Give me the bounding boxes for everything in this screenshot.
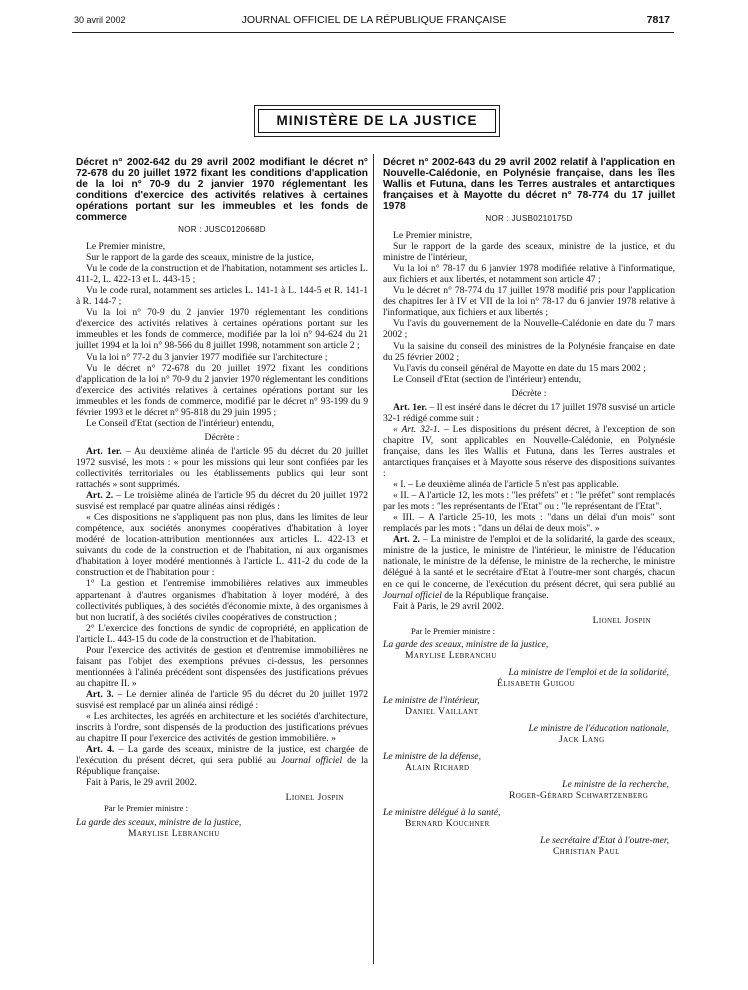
visa-paragraph: Le Premier ministre, <box>86 241 166 253</box>
signatory-title: La ministre de l'emploi et de la solidarité, <box>508 666 669 678</box>
decree-right-column <box>383 157 675 857</box>
article-paragraph: « Les architectes, les agréés en architecture et les sociétés d'architecture, inscrits à l'ordre, sont dispensés de la production des justifications prévues au chapitre II pour l'exercice des activités de gestion immobilière. » <box>76 711 368 745</box>
visa-paragraph: Vu l'avis du gouvernement de la Nouvelle-Calédonie en date du 7 mars 2002 ; <box>383 318 675 341</box>
fait-line: Fait à Paris, le 29 avril 2002. <box>86 777 197 789</box>
article-heading: Art. 3. <box>86 688 114 700</box>
article-2 <box>76 490 368 512</box>
journal-ref: Journal officiel <box>383 589 442 601</box>
signatory-name: Jack Lang <box>559 734 605 746</box>
signatory-title: Le secrétaire d'Etat à l'outre-mer, <box>540 835 669 847</box>
visa-paragraph: Vu la loi n° 77-2 du 3 janvier 1977 modifiée sur l'architecture ; <box>86 351 328 363</box>
visa-paragraph: Le Premier ministre, <box>393 230 473 242</box>
page-header <box>0 12 748 28</box>
article-heading: Art. 4. <box>86 744 115 756</box>
par-premier-ministre: Par le Premier ministre : <box>104 803 189 814</box>
signatory-name: Alain Richard <box>405 762 470 774</box>
decrete-heading: Décrète : <box>511 387 547 399</box>
quote-text: – Les dispositions du présent décret, à l'exception de son chapitre IV, sont applicables en Nouvelle-Calédonie, en Polynésie française, dans les îles Wallis et Futuna, dans les Terres australes et antarctiques françaises et à Mayotte sous réserve des dispositions suivantes : <box>383 423 675 480</box>
signatory-title: Le ministre délégué à la santé, <box>383 807 501 819</box>
visa-paragraph: Vu la loi n° 70-9 du 2 janvier 1970 réglementant les conditions d'exercice des activités relatives à certaines opérations portant sur les immeubles et les fonds de commerce, modifiée par la loi n° 94-624 du 21 juillet 1994 et la loi n° 98-566 du 8 juillet 1998, notamment son article 2 ; <box>76 307 368 352</box>
signatory-title: La garde des sceaux, ministre de la justice, <box>383 638 549 650</box>
visa-paragraph: Vu l'avis du conseil général de Mayotte en date du 15 mars 2002 ; <box>393 362 646 374</box>
article-3 <box>76 689 368 711</box>
signatory-name: Marylise Lebranchu <box>405 649 497 661</box>
article-1 <box>76 446 368 490</box>
article-paragraph: « Ces dispositions ne s'appliquent pas non plus, dans les limites de leur compétence, aux sociétés anonymes coopératives d'habitation à loyer modéré de location-attribution mentionnées aux articles L. 422-13 et suivants du code de la construction et de l'habitation, ni aux organismes d'habitation à loyer modéré mentionnés à l'article L. 411-2 du code de la construction et de l'habitation pour : <box>76 512 368 579</box>
visa-paragraph: Vu le décret n° 78-774 du 17 juillet 1978 modifié pris pour l'application des chapitres Ier à IV et VII de la loi n° 78-17 du 6 janvier 1978 relative à l'informatique, aux fichiers et aux libertés ; <box>383 285 675 319</box>
signatory-title: Le ministre de l'intérieur, <box>383 694 480 706</box>
decree-left-column <box>76 157 368 840</box>
article-text-end: de la République française. <box>441 589 549 601</box>
journal-title: JOURNAL OFFICIEL DE LA RÉPUBLIQUE FRANÇAISE <box>241 14 507 26</box>
article-heading: Art. 1er. <box>393 401 428 413</box>
article-text: – Il est inséré dans le décret du 17 juillet 1978 susvisé un article 32-1 rédigé comme suit : <box>383 401 675 424</box>
visa-paragraph: Vu le code de la construction et de l'habitation, notamment ses articles L. 411-2, L. 422-13 et L. 443-15 ; <box>76 263 368 286</box>
article-text-end: de la République française. <box>76 755 368 778</box>
signatory-title: Le ministre de la défense, <box>383 751 481 763</box>
quote-item: « I. – Le deuxième alinéa de l'article 5 n'est pas applicable. <box>393 479 619 491</box>
pm-signature: Lionel Jospin <box>285 792 344 804</box>
fait-line: Fait à Paris, le 29 avril 2002. <box>393 600 504 612</box>
article-text: – Au deuxième alinéa de l'article 95 du décret du 20 juillet 1972 susvisé, les mots : « pour les missions qui leur sont confiées par les collectivités territoriales ou les établissements publics qui leur sont rattachés » sont supprimés. <box>76 445 368 491</box>
signatory-name: Roger-Gérard Schwartzenberg <box>509 790 649 802</box>
article-quote <box>383 424 675 479</box>
article-text: – La garde des sceaux, ministre de la justice, est chargée de l'exécution du présent décret, qui sera publié au <box>76 744 369 767</box>
visa-paragraph: Sur le rapport de la garde des sceaux, ministre de la justice, <box>86 252 314 264</box>
decree-nor: NOR : JUSB0210175D <box>485 214 573 223</box>
article-text: – La ministre de l'emploi et de la solidarité, la garde des sceaux, ministre de la justice, le ministre de l'intérieur, le ministre de l'éducation nationale, le ministre de la défense, le ministre de la recherche, le ministre délégué à la santé et le secrétaire d'Etat à l'outre-mer sont chargés, chacun en ce qui le concerne, de l'exécution du présent décret, qui sera publié au <box>383 534 676 590</box>
ministry-title: MINISTÈRE DE LA JUSTICE <box>258 109 496 133</box>
decree-title: Décret n° 2002-643 du 29 avril 2002 relatif à l'application en Nouvelle-Calédonie, en Polynésie française, dans les îles Wallis et Futuna, dans les Terres australes et antarctiques françaises et à Mayotte du décret n° 78-774 du 17 juillet 1978 <box>383 157 675 212</box>
pm-signature: Lionel Jospin <box>592 614 651 626</box>
ministry-box <box>254 105 500 137</box>
article-heading: Art. 2. <box>393 534 420 546</box>
article-paragraph: Pour l'exercice des activités de gestion et d'entremise immobilières ne faisant pas l'objet des exemptions prévues ci-dessus, les personnes mentionnées à l'alinéa précédent sont dispensées des justifications prévues au chapitre II. » <box>76 644 368 689</box>
visa-paragraph: Vu la saisine du conseil des ministres de la Polynésie française en date du 25 février 2002 ; <box>383 340 675 363</box>
article-heading: Art. 1er. <box>86 445 122 457</box>
visa-paragraph: Sur le rapport de la garde des sceaux, ministre de la justice, et du ministre de l'intérieur, <box>383 241 675 264</box>
signatory-name: Marylise Lebranchu <box>128 828 220 840</box>
article-heading: Art. 2. <box>86 490 114 502</box>
signatory-title: Le ministre de l'éducation nationale, <box>528 723 669 735</box>
quote-item: « III. – A l'article 25-10, les mots : "dans un délai d'un mois" sont remplacés par les mots : "dans un délai de deux mois". » <box>383 512 675 535</box>
signatory-title: Le ministre de la recherche, <box>562 779 669 791</box>
article-1 <box>383 402 675 424</box>
journal-ref: Journal officiel <box>280 755 343 767</box>
visa-paragraph: Vu la loi n° 78-17 du 6 janvier 1978 modifiée relative à l'informatique, aux fichiers et aux libertés, et notamment son article 47 ; <box>383 263 675 286</box>
header-rule <box>72 32 674 33</box>
visa-paragraph: Le Conseil d'Etat (section de l'intérieur) entendu, <box>86 417 275 429</box>
signatory-name: Bernard Kouchner <box>405 818 490 830</box>
article-4 <box>76 744 368 777</box>
quote-heading: « Art. 32-1. <box>393 423 441 435</box>
article-paragraph: 2° L'exercice des fonctions de syndic de copropriété, en application de l'article L. 443-15 du code de la construction et de l'habitation. <box>76 622 368 645</box>
column-divider <box>373 154 374 964</box>
decrete-heading: Décrète : <box>204 431 240 443</box>
page-number: 7817 <box>646 14 670 26</box>
visa-paragraph: Le Conseil d'Etat (section de l'intérieur) entendu, <box>393 373 582 385</box>
signatory-title: La garde des sceaux, ministre de la justice, <box>76 817 242 829</box>
signatory-name: Élisabeth Guigou <box>497 677 575 689</box>
article-text: – Le dernier alinéa de l'article 95 du décret du 20 juillet 1972 susvisé est remplacé par un alinéa ainsi rédigé : <box>76 688 368 711</box>
quote-item: « II. – A l'article 12, les mots : "les préfets" et : "le préfet" sont remplacés par les mots : "les représentants de l'Etat" ou : "le représentant de l'Etat". <box>383 490 675 513</box>
visa-paragraph: Vu le décret n° 72-678 du 20 juillet 1972 fixant les conditions d'application de la loi n° 70-9 du 2 janvier 1970 réglementant les conditions d'exercice des activités relatives à certaines opérations portant sur les immeubles et les fonds de commerce, modifié par le décret n° 93-199 du 9 février 1993 et le décret n° 95-818 du 29 juin 1995 ; <box>76 362 368 418</box>
decree-title: Décret n° 2002-642 du 29 avril 2002 modifiant le décret n° 72-678 du 20 juillet 1972 fixant les conditions d'application de la loi n° 70-9 du 2 janvier 1970 réglementant les conditions d'exercice des activités relatives à certaines opérations portant sur les immeubles et les fonds de commerce <box>76 157 368 223</box>
signatory-name: Daniel Vaillant <box>405 705 479 717</box>
article-2 <box>383 534 675 600</box>
par-premier-ministre: Par le Premier ministre : <box>411 625 496 636</box>
visa-paragraph: Vu le code rural, notamment ses articles L. 141-1 à L. 144-5 et R. 141-1 à R. 144-7 ; <box>76 285 368 308</box>
article-paragraph: 1° La gestion et l'entremise immobilières relatives aux immeubles appartenant à d'autres organismes d'habitation à loyer modéré, à des collectivités publiques, à des sociétés d'économie mixte, à des organismes à but non lucratif, à des sociétés civiles coopératives de construction ; <box>76 578 368 623</box>
decree-nor: NOR : JUSC0120668D <box>178 225 266 234</box>
header-date: 30 avril 2002 <box>74 15 126 25</box>
signatory-name: Christian Paul <box>553 846 620 858</box>
article-text: – Le troisième alinéa de l'article 95 du décret du 20 juillet 1972 susvisé est remplacé par quatre alinéas ainsi rédigés : <box>76 490 368 513</box>
